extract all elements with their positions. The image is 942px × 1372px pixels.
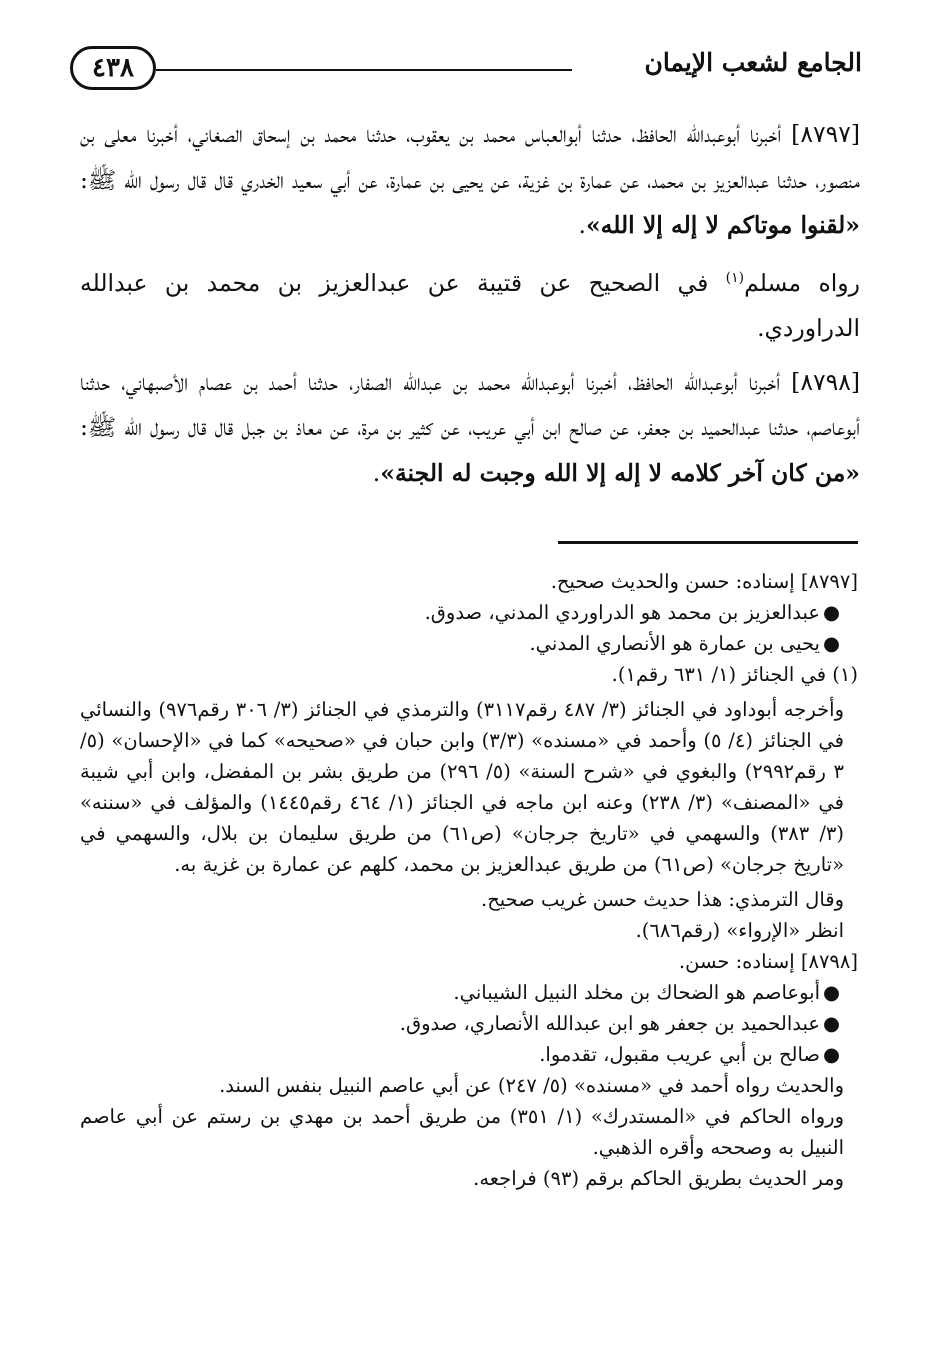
takhrij-paragraph: وأخرجه أبوداود في الجنائز (٣/ ٤٨٧ رقم٣١١٧) والترمذي في الجنائز (٣/ ٣٠٦ رقم٩٧٦) والنسائي في الجنائز (٤/ ٥) وأحمد في «مسنده» (٣/٣) وابن حبان في «صحيحه» كما في «الإحسان» (٥/ ٣ رقم٢٩٩٢) والبغوي في «شرح السنة» (٥/ ٢٩٦) من طريق بشر بن المفضل، وابن أبي شيبة في «المصنف» (٣/ ٢٣٨) وعنه ابن ماجه في الجنائز (١/ ٤٦٤ رقم١٤٤٥) والمؤلف في «سننه» (٣/ ٣٨٣) والسهمي في «تاريخ جرجان» (ص٦١) من طريق سليمان بن بلال، والسهمي في «تاريخ جرجان» (ص٦١) من طريق عبدالعزيز بن محمد، كلهم عن عمارة بن غزية به. [80,698,845,876]
footnote-separator [558,541,858,544]
footnotes [80,566,858,1194]
note-8797-head: [٨٧٩٧] إسناده: حسن والحديث صحيح. [550,570,858,593]
tirmidhi-note: وقال الترمذي: هذا حديث حسن غريب صحيح. [481,888,844,911]
page-number-badge: ٤٣٨ [70,46,156,90]
hadith-8798-end: . [372,458,381,487]
hadith-8797 [80,112,860,249]
cross-reference-note: ومر الحديث بطريق الحاكم برقم (٩٣) فراجعه. [473,1167,844,1190]
hadith-8797-isnad: [٨٧٩٧] أخبرنا أبوعبدالله الحافظ، حدثنا أبوالعباس محمد بن يعقوب، حدثنا محمد بن إسحاق الصغاني، أخبرنا معلى بن منصور، حدثنا عبدالعزيز بن محمد، عن عمارة بن غزية، عن يحيى بن عمارة، عن أبي سعيد الخدري قال قال رسول الله ﷺ: [80,120,860,194]
footnote-ref-1: (١) [725,269,745,286]
list-item: ● عبدالحميد بن جعفر هو ابن عبدالله الأنصاري، صدوق. [80,1008,840,1039]
hadith-8797-end: . [578,211,586,239]
ahmad-note: والحديث رواه أحمد في «مسنده» (٥/ ٢٤٧) عن أبي عاصم النبيل بنفس السند. [219,1074,844,1097]
bullet-icon: ● [822,632,840,655]
list-item: ● صالح بن أبي عريب مقبول، تقدموا. [80,1039,840,1070]
bullet-icon: ● [822,981,840,1004]
hakim-note: ورواه الحاكم في «المستدرك» (١/ ٣٥١) من طريق أحمد بن مهدي بن رستم عن أبي عاصم النبيل به وصححه وأقره الذهبي. [80,1105,844,1159]
riwaya-muslim [80,261,860,352]
hadith-8797-matn: «لقنوا موتاكم لا إله إلا الله» [585,211,860,239]
footnote-1: (١) في الجنائز (١/ ٦٣١ رقم١). [611,663,858,686]
list-item: ● عبدالعزيز بن محمد هو الدراوردي المدني، صدوق. [80,597,840,628]
riwaya-rest: في الصحيح عن قتيبة عن عبدالعزيز بن محمد بن عبدالله الدراوردي. [80,268,860,342]
note-8798-list [80,977,858,1070]
bullet-icon: ● [822,1043,840,1066]
bullet-icon: ● [822,601,840,624]
list-item: ● أبوعاصم هو الضحاك بن مخلد النبيل الشيباني. [80,977,840,1008]
bullet-icon: ● [822,1012,840,1035]
note-8797-list [80,597,858,659]
main-text [80,112,860,496]
irwa-note: انظر «الإرواء» (رقم٦٨٦). [635,919,844,942]
riwaya-text: رواه مسلم [744,268,860,297]
header-rule [156,69,572,71]
hadith-8798 [80,360,860,497]
list-item: ● يحيى بن عمارة هو الأنصاري المدني. [80,628,840,659]
hadith-8798-isnad: [٨٧٩٨] أخبرنا أبوعبدالله الحافظ، أخبرنا أبوعبدالله محمد بن عبدالله الصفار، حدثنا أحمد بن عصام الأصبهاني، حدثنا أبوعاصم، حدثنا عبدالحميد بن جعفر، عن صالح ابن أبي عريب، عن كثير بن مرة، عن معاذ بن جبل قال قال رسول الله ﷺ: [80,367,860,441]
page-header [70,40,862,100]
running-title: الجامع لشعب الإيمان [644,48,862,77]
note-8798-head: [٨٧٩٨] إسناده: حسن. [678,950,858,973]
hadith-8798-matn: «من كان آخر كلامه لا إله إلا الله وجبت له الجنة» [380,458,860,487]
